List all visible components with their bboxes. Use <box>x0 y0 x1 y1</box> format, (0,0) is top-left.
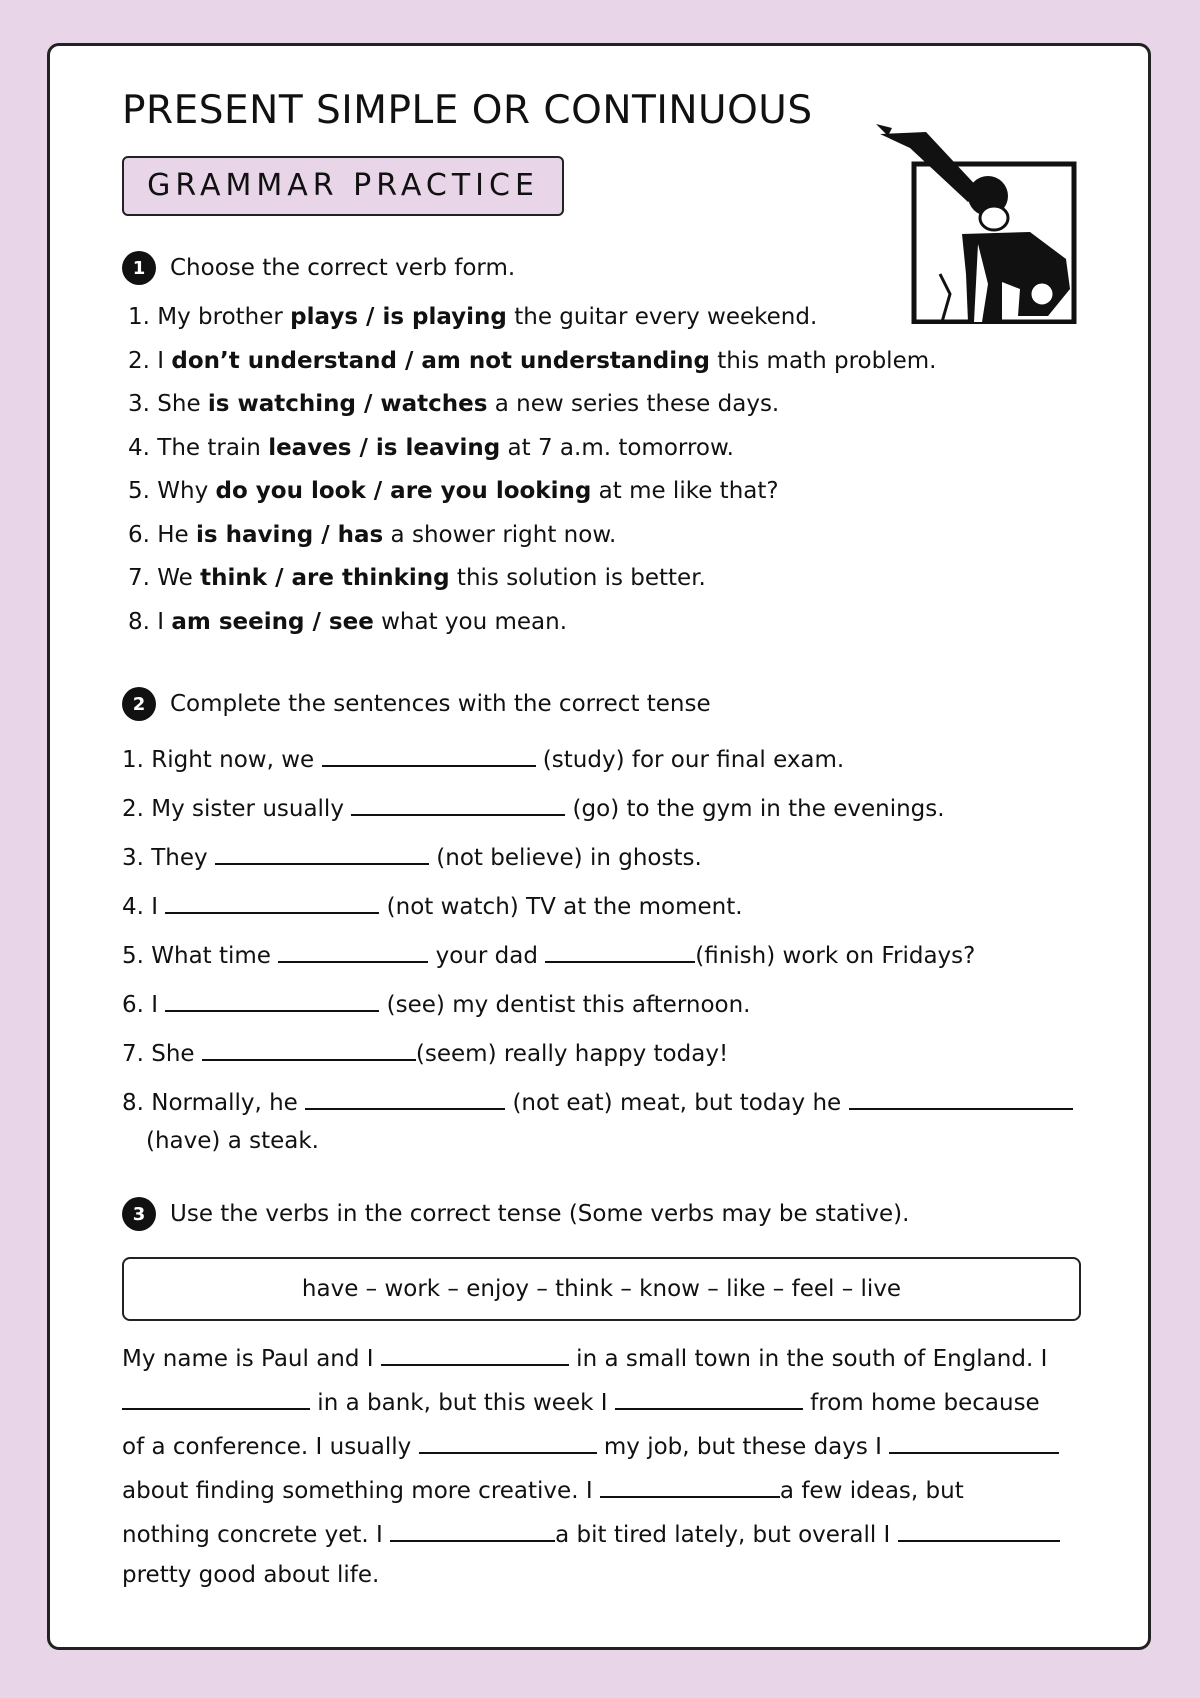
section-1-heading <box>122 251 515 285</box>
choice-option-b[interactable]: is playing <box>382 304 507 330</box>
verb-bank-box <box>122 1257 1081 1321</box>
item-text: this math problem. <box>709 347 937 374</box>
answer-blank[interactable] <box>165 988 379 1012</box>
choice-item <box>128 609 567 635</box>
item-number: 2. <box>128 347 150 374</box>
verb-hint: (not believe) in ghosts. <box>428 845 702 871</box>
answer-blank[interactable] <box>278 939 428 963</box>
choice-separator: / <box>355 391 381 417</box>
choice-item <box>128 565 706 591</box>
item-text: what you mean. <box>373 608 568 635</box>
item-text: a new series these days. <box>487 391 780 417</box>
item-text: I <box>157 347 172 374</box>
item-text: The train <box>157 434 269 461</box>
fill-in-item <box>122 1086 1073 1116</box>
teacher-pointing-illustration <box>870 84 1090 324</box>
choice-option-b[interactable]: see <box>328 608 374 635</box>
item-text: We <box>157 565 201 591</box>
choice-item <box>128 304 817 330</box>
fill-in-item <box>122 841 702 871</box>
item-text: 3. They <box>122 845 215 871</box>
fill-in-item <box>122 939 975 969</box>
choice-item <box>128 348 936 374</box>
worksheet <box>47 43 1151 1650</box>
item-text: She <box>157 391 208 417</box>
verb-hint: (seem) really happy today! <box>415 1041 729 1067</box>
paragraph-text: in a small town in the south of England. I <box>568 1346 1048 1372</box>
choice-option-a[interactable]: plays <box>290 304 359 330</box>
answer-blank[interactable] <box>898 1518 1060 1542</box>
item-text: 4. I <box>122 894 166 920</box>
verb-hint: (go) to the gym in the evenings. <box>565 796 945 822</box>
verb-hint: (finish) work on Fridays? <box>695 943 976 969</box>
choice-option-b[interactable]: is leaving <box>375 434 501 461</box>
choice-item <box>128 522 616 548</box>
answer-blank[interactable] <box>351 792 565 816</box>
item-text: 6. I <box>122 992 166 1018</box>
choice-separator: / <box>396 347 422 374</box>
verb-hint: (see) my dentist this afternoon. <box>379 992 751 1018</box>
paragraph-line <box>122 1474 964 1504</box>
paragraph-line <box>122 1386 1040 1416</box>
fill-in-item-continuation: (have) a steak. <box>146 1128 319 1154</box>
item-number: 6. <box>128 521 150 548</box>
item-text: My brother <box>157 304 291 330</box>
answer-blank[interactable] <box>202 1037 416 1061</box>
item-text: 8. Normally, he <box>122 1090 306 1116</box>
item-text: at 7 a.m. tomorrow. <box>500 434 734 461</box>
answer-blank[interactable] <box>390 1518 555 1542</box>
paragraph-text: pretty good about life. <box>122 1562 380 1588</box>
section-1-number: 1 <box>122 251 156 285</box>
answer-blank[interactable] <box>889 1430 1059 1454</box>
choice-option-a[interactable]: don’t understand <box>171 347 397 374</box>
fill-in-item <box>122 1037 728 1067</box>
item-text: (not eat) meat, but today he <box>505 1090 849 1116</box>
fill-in-item <box>122 890 743 920</box>
paragraph-text: about finding something more creative. I <box>122 1478 600 1504</box>
choice-option-a[interactable]: do you look <box>215 478 366 504</box>
paragraph-text: my job, but these days I <box>596 1434 890 1460</box>
choice-item <box>128 478 779 504</box>
fill-in-item <box>122 988 750 1018</box>
section-3-heading <box>122 1197 909 1231</box>
item-number: 7. <box>128 565 150 591</box>
verb-hint: (study) for our final exam. <box>535 747 845 773</box>
paragraph-text: My name is Paul and I <box>122 1346 381 1372</box>
answer-blank[interactable] <box>122 1386 310 1410</box>
paragraph-line <box>122 1562 379 1588</box>
choice-option-b[interactable]: am not understanding <box>421 347 710 374</box>
paragraph-line <box>122 1342 1047 1372</box>
choice-option-a[interactable]: think <box>200 565 268 591</box>
item-text: this solution is better. <box>449 565 706 591</box>
item-text: He <box>157 521 197 548</box>
section-2-number: 2 <box>122 687 156 721</box>
choice-separator: / <box>351 434 376 461</box>
answer-blank[interactable] <box>215 841 429 865</box>
answer-blank[interactable] <box>615 1386 803 1410</box>
choice-separator: / <box>304 608 329 635</box>
verb-bank-text: have – work – enjoy – think – know – like – feel – live <box>301 1276 902 1302</box>
choice-item <box>128 435 734 461</box>
paragraph-text: a few ideas, but <box>779 1478 964 1504</box>
answer-blank[interactable] <box>419 1430 597 1454</box>
item-text: the guitar every weekend. <box>506 304 818 330</box>
choice-separator: / <box>313 521 338 548</box>
paragraph-text: of a conference. I usually <box>122 1434 419 1460</box>
choice-option-a[interactable]: am seeing <box>171 608 305 635</box>
answer-blank[interactable] <box>381 1342 569 1366</box>
item-text: 2. My sister usually <box>122 796 352 822</box>
answer-blank[interactable] <box>849 1086 1073 1110</box>
choice-option-b[interactable]: watches <box>380 391 488 417</box>
answer-blank[interactable] <box>305 1086 505 1110</box>
answer-blank[interactable] <box>165 890 379 914</box>
answer-blank[interactable] <box>545 939 695 963</box>
choice-option-b[interactable]: are you looking <box>390 478 592 504</box>
item-number: 3. <box>128 391 150 417</box>
choice-option-a[interactable]: is having <box>196 521 314 548</box>
subtitle-text: GRAMMAR PRACTICE <box>147 168 539 203</box>
paragraph-text: a bit tired lately, but overall I <box>555 1522 898 1548</box>
choice-item <box>128 391 779 417</box>
choice-option-a[interactable]: leaves <box>268 434 352 461</box>
answer-blank[interactable] <box>322 743 536 767</box>
answer-blank[interactable] <box>600 1474 780 1498</box>
choice-separator: / <box>358 304 383 330</box>
choice-option-b[interactable]: has <box>337 521 384 548</box>
choice-separator: / <box>365 478 391 504</box>
section-3-number: 3 <box>122 1197 156 1231</box>
subtitle-banner <box>122 156 564 216</box>
item-text: I <box>157 608 172 635</box>
item-text: Why <box>157 478 216 504</box>
paragraph-line <box>122 1430 1059 1460</box>
paragraph-text: in a bank, but this week I <box>310 1390 615 1416</box>
choice-separator: / <box>267 565 292 591</box>
choice-option-a[interactable]: is watching <box>207 391 356 417</box>
section-3-instruction: Use the verbs in the correct tense (Some verbs may be stative). <box>170 1201 910 1227</box>
paragraph-text: from home because <box>802 1390 1040 1416</box>
page-title: PRESENT SIMPLE OR CONTINUOUS <box>122 88 813 133</box>
section-2-heading <box>122 687 711 721</box>
paragraph-line <box>122 1518 1060 1548</box>
item-text: at me like that? <box>591 478 779 504</box>
item-text: a shower right now. <box>383 521 617 548</box>
verb-hint: (not watch) TV at the moment. <box>379 894 743 920</box>
item-number: 5. <box>128 478 150 504</box>
section-2-instruction: Complete the sentences with the correct tense <box>170 691 711 717</box>
item-number: 1. <box>128 304 150 330</box>
section-1-instruction: Choose the correct verb form. <box>170 255 516 281</box>
item-text: 5. What time <box>122 943 279 969</box>
item-text: 1. Right now, we <box>122 747 322 773</box>
item-text: your dad <box>428 943 546 969</box>
choice-option-b[interactable]: are thinking <box>291 565 450 591</box>
item-text: 7. She <box>122 1041 202 1067</box>
item-number: 4. <box>128 434 150 461</box>
fill-in-item <box>122 743 844 773</box>
fill-in-item <box>122 792 945 822</box>
paragraph-text: nothing concrete yet. I <box>122 1522 391 1548</box>
item-number: 8. <box>128 608 150 635</box>
